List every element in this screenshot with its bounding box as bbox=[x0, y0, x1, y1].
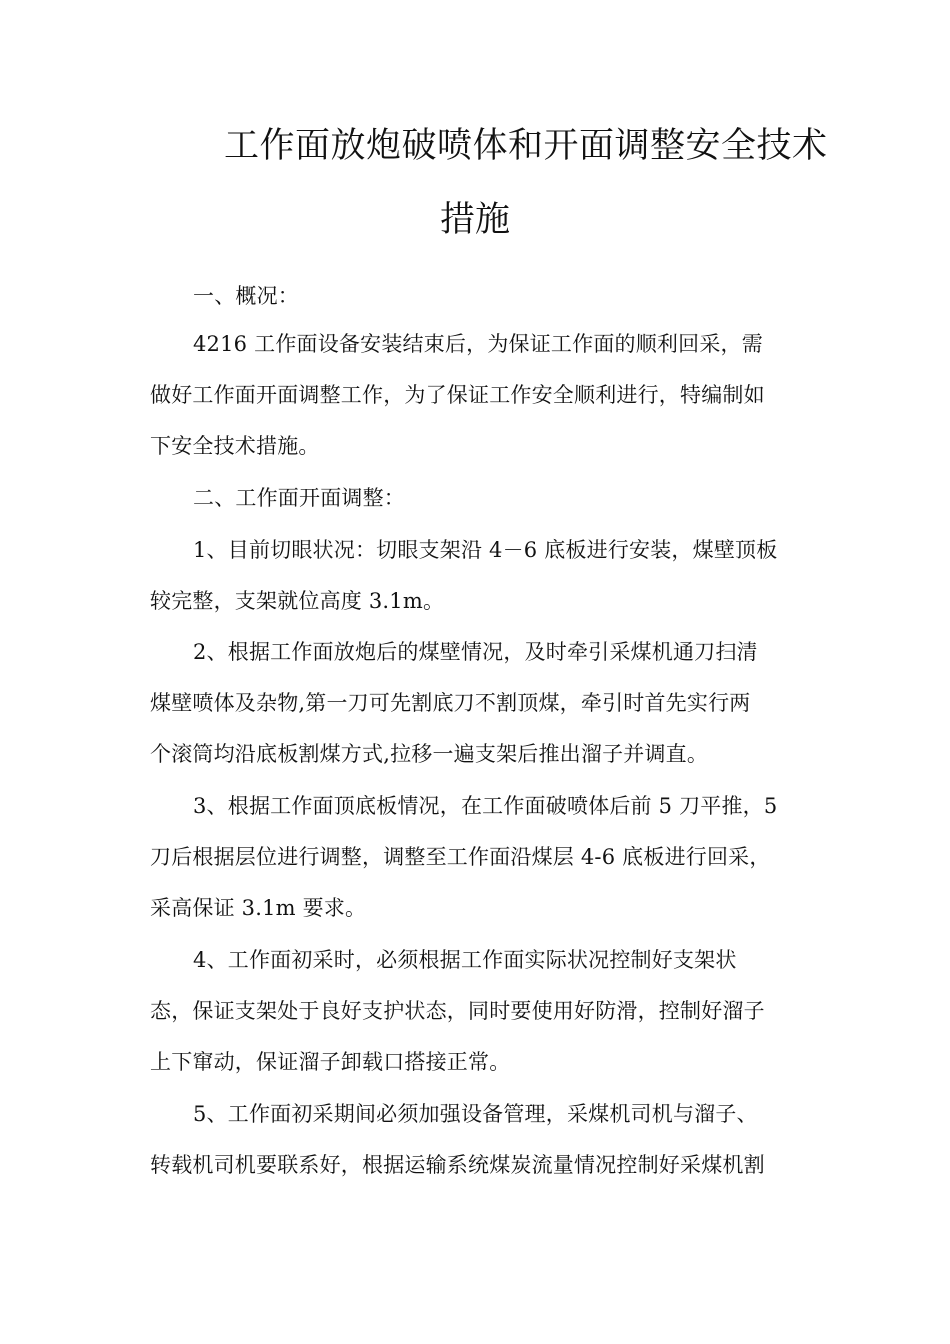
paragraph-line: 较完整，支架就位高度 3.1m。 bbox=[150, 589, 445, 613]
paragraph-line: 煤壁喷体及杂物,第一刀可先割底刀不割顶煤，牵引时首先实行两 bbox=[150, 691, 751, 715]
paragraph-line: 转载机司机要联系好，根据运输系统煤炭流量情况控制好采煤机割 bbox=[150, 1153, 765, 1177]
paragraph-line: 2、根据工作面放炮后的煤壁情况，及时牵引采煤机通刀扫清 bbox=[193, 640, 758, 664]
document-title-line-1: 工作面放炮破喷体和开面调整安全技术 bbox=[224, 126, 828, 166]
paragraph-line: 采高保证 3.1m 要求。 bbox=[150, 896, 367, 920]
paragraph-line: 态，保证支架处于良好支护状态，同时要使用好防滑，控制好溜子 bbox=[150, 999, 765, 1023]
paragraph-line: 3、根据工作面顶底板情况，在工作面破喷体后前 5 刀平推，5 bbox=[193, 794, 778, 818]
paragraph-line: 4、工作面初采时，必须根据工作面实际状况控制好支架状 bbox=[193, 948, 737, 972]
paragraph-line: 5、工作面初采期间必须加强设备管理，采煤机司机与溜子、 bbox=[193, 1102, 758, 1126]
paragraph-line: 做好工作面开面调整工作，为了保证工作安全顺利进行，特编制如 bbox=[150, 383, 765, 407]
paragraph-line: 4216 工作面设备安装结束后，为保证工作面的顺利回采，需 bbox=[193, 332, 763, 356]
section-heading-overview: 一、概况： bbox=[193, 284, 299, 308]
paragraph-line: 刀后根据层位进行调整，调整至工作面沿煤层 4-6 底板进行回采， bbox=[150, 845, 771, 869]
document-title-line-2: 措施 bbox=[440, 200, 511, 240]
paragraph-line: 1、目前切眼状况：切眼支架沿 4－6 底板进行安装，煤壁顶板 bbox=[193, 538, 778, 562]
paragraph-line: 个滚筒均沿底板割煤方式,拉移一遍支架后推出溜子并调直。 bbox=[150, 742, 709, 766]
section-heading-adjustment: 二、工作面开面调整： bbox=[193, 486, 405, 510]
paragraph-line: 上下窜动，保证溜子卸载口搭接正常。 bbox=[150, 1050, 511, 1074]
paragraph-line: 下安全技术措施。 bbox=[150, 434, 320, 458]
